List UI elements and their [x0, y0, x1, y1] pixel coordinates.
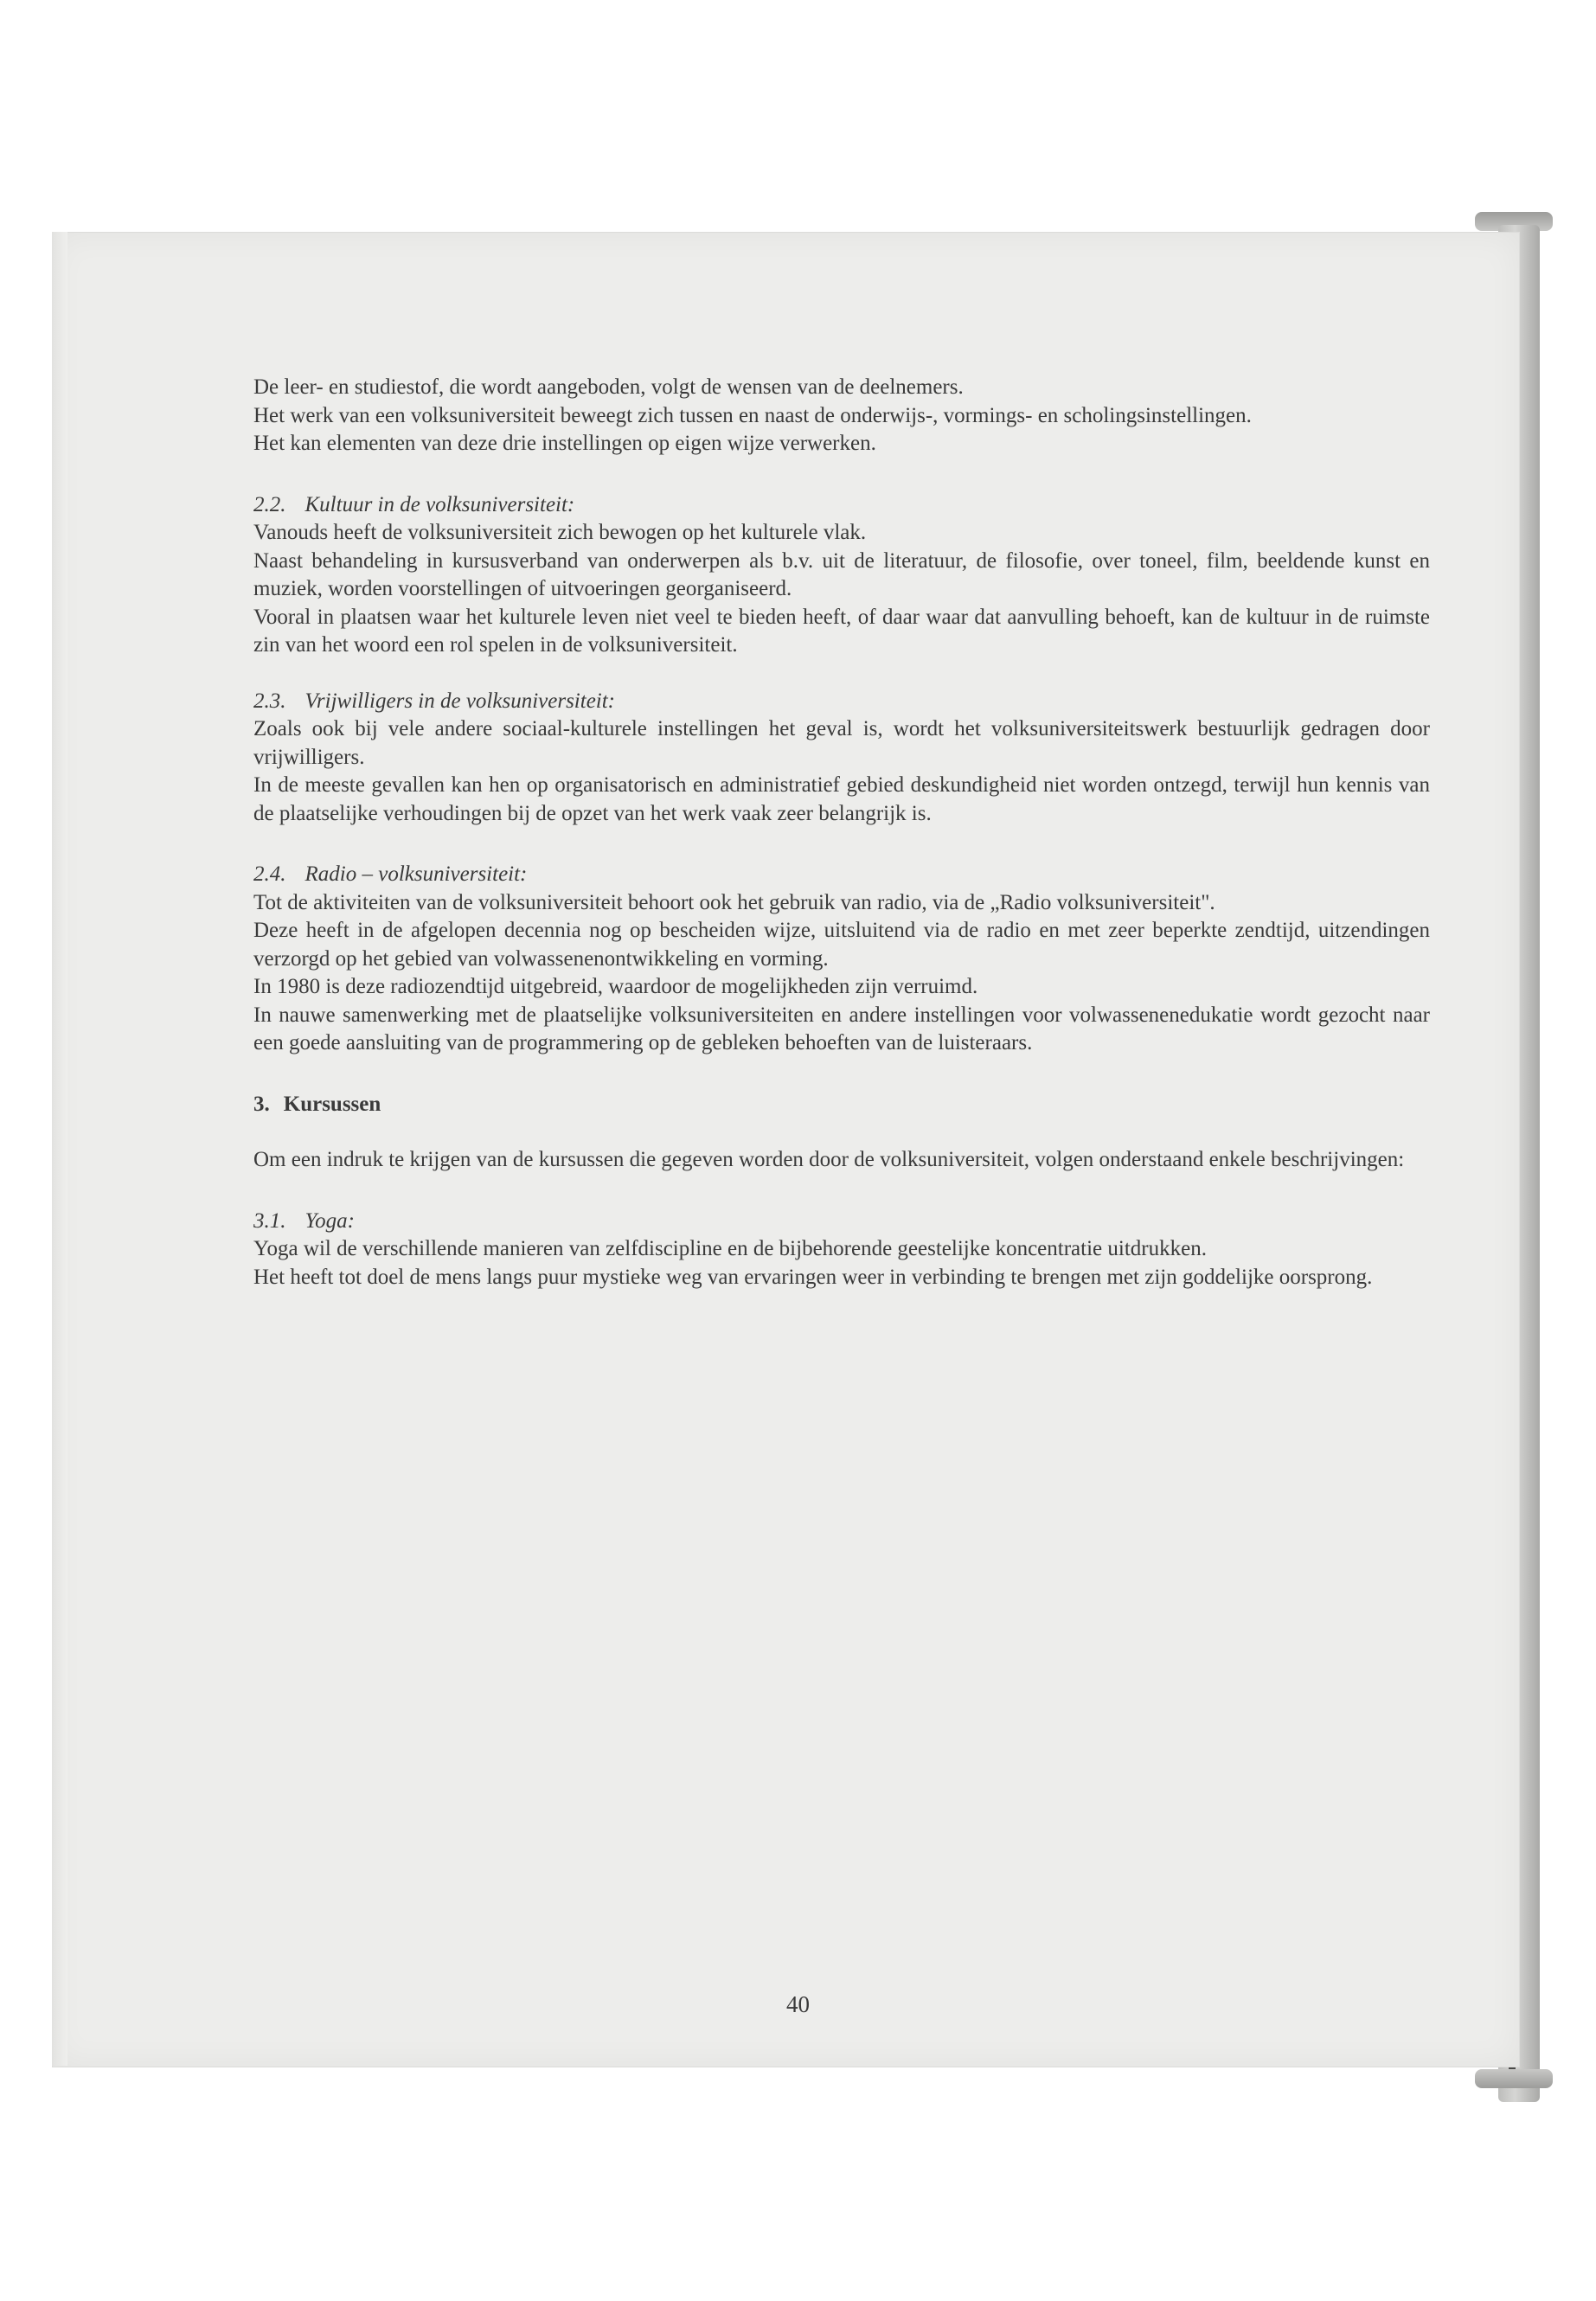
- intro-line-2: Het werk van een volksuniversiteit beweegt zich tussen en naast de onderwijs-, vormings- en scholingsinstellingen.: [253, 403, 1252, 427]
- paragraph: In 1980 is deze radiozendtijd uitgebreid, waardoor de mogelijkheden zijn verruimd.: [253, 975, 978, 998]
- paragraph: Deze heeft in de afgelopen decennia nog op bescheiden wijze, uitsluitend via de radio en met zeer beperkte zendtijd, uitzendingen verzorgd op het gebied van volwassenenontwikkeling en vorming.: [253, 919, 1430, 971]
- section-number: 2.2.: [253, 492, 286, 516]
- section-heading-2-3: [253, 688, 1430, 716]
- page-body: [253, 374, 1430, 1292]
- section-title: Vrijwilligers in de volksuniversiteit:: [304, 689, 616, 713]
- paragraph: Naast behandeling in kursusverband van onderwerpen als b.v. uit de literatuur, de filosofie, over toneel, film, beeldende kunst en muziek, worden voorstellingen of uitvoeringen georganiseerd.: [253, 548, 1430, 600]
- paragraph: Om een indruk te krijgen van de kursussen die gegeven worden door de volksuniversiteit, volgen onderstaand enkele beschrijvingen:: [253, 1148, 1405, 1171]
- section-number: 2.3.: [253, 689, 286, 713]
- intro-line-1: De leer- en studiestof, die wordt aangeboden, volgt de wensen van de deelnemers.: [253, 375, 964, 399]
- paragraph: Tot de aktiviteiten van de volksuniversiteit behoort ook het gebruik van radio, via de „Radio volksuniversiteit".: [253, 890, 1215, 914]
- paragraph: Vanouds heeft de volksuniversiteit zich bewogen op het kulturele vlak.: [253, 521, 867, 544]
- section-heading-3-1: [253, 1208, 1430, 1236]
- paragraph: In nauwe samenwerking met de plaatselijke volksuniversiteiten en andere instellingen voor volwassenenedukatie wordt gezocht naar een goede aansluiting van de programmering op de gebleken behoeften van de luisteraars.: [253, 1003, 1430, 1054]
- section-number: 3.: [253, 1092, 270, 1116]
- page-left-edge: [52, 232, 67, 2066]
- intro-line-3: Het kan elementen van deze drie instellingen op eigen wijze verwerken.: [253, 432, 876, 455]
- paragraph: Het heeft tot doel de mens langs puur mystieke weg van ervaringen weer in verbinding te brengen met zijn goddelijke oorsprong.: [253, 1265, 1373, 1289]
- section-heading-3: [253, 1091, 1430, 1119]
- section-number: 2.4.: [253, 862, 286, 886]
- section-title: Radio – volksuniversiteit:: [304, 862, 528, 886]
- paragraph: Yoga wil de verschillende manieren van zelfdiscipline en de bijbehorende geestelijke koncentratie uitdrukken.: [253, 1237, 1207, 1260]
- section-title: Kultuur in de volksuniversiteit:: [304, 492, 575, 516]
- page-number: 40: [786, 1991, 810, 2017]
- paragraph: Vooral in plaatsen waar het kulturele leven niet veel te bieden heeft, of daar waar dat aanvulling behoeft, kan de kultuur in de ruimste zin van het woord een rol spelen in de volksuniversiteit.: [253, 605, 1430, 657]
- paragraph: Zoals ook bij vele andere sociaal-kulturele instellingen het geval is, wordt het volksuniversiteitswerk bestuurlijk gedragen door vrijwilligers.: [253, 717, 1430, 769]
- section-heading-2-4: [253, 861, 1430, 889]
- section-title: Yoga:: [304, 1208, 355, 1233]
- section-title: Kursussen: [283, 1092, 381, 1116]
- binder-clip-bottom: [1475, 2069, 1553, 2088]
- section-number: 3.1.: [253, 1208, 286, 1233]
- paragraph: In de meeste gevallen kan hen op organisatorisch en administratief gebied deskundigheid niet worden ontzegd, terwijl hun kennis van de plaatselijke verhoudingen bij de opzet van het werk vaak zeer belangrijk is.: [253, 773, 1430, 825]
- section-heading-2-2: [253, 491, 1430, 520]
